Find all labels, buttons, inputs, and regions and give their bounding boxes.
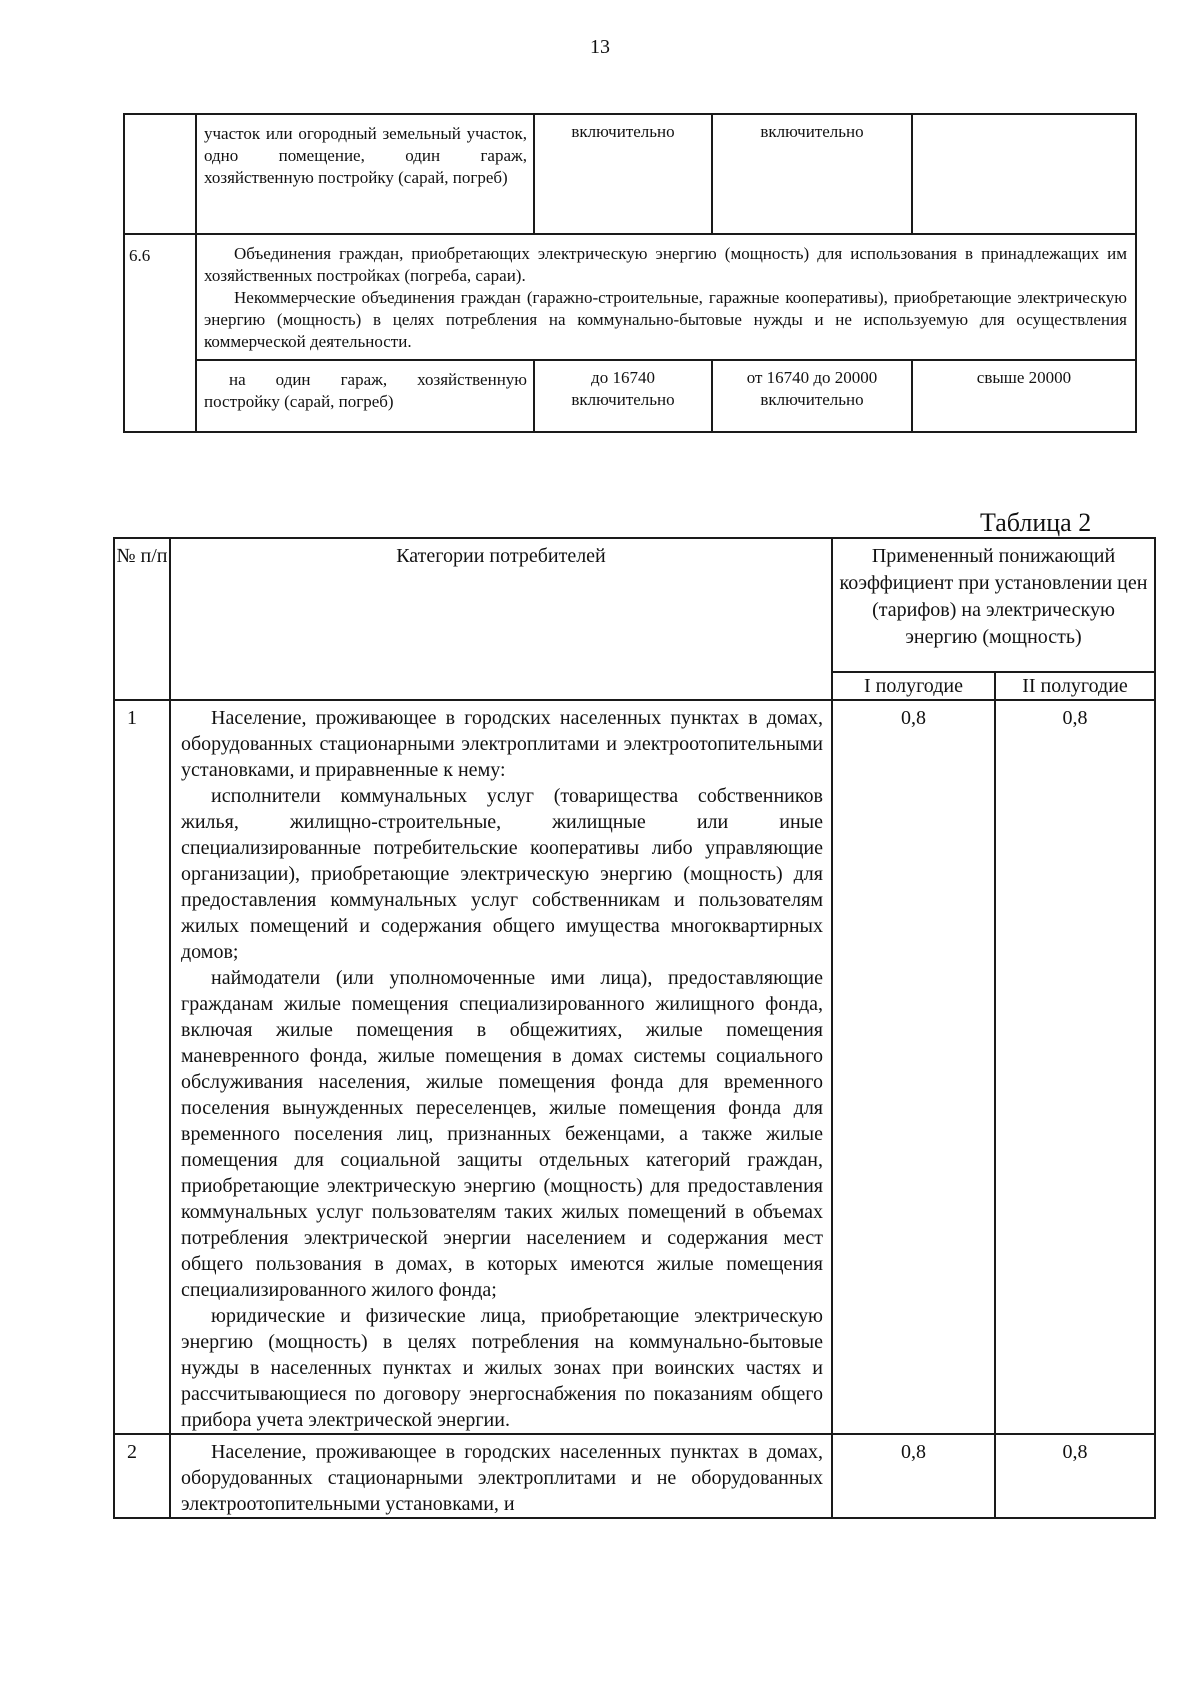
coefficient-table bbox=[113, 537, 1156, 1519]
category-text bbox=[170, 700, 832, 1434]
range-mid: от 16740 до 20000 включительно bbox=[712, 360, 912, 432]
category-text: на один гараж, хозяйственную постройку (сарай, погреб) bbox=[196, 360, 534, 432]
tariff-table-continuation bbox=[123, 113, 1137, 433]
group-description bbox=[196, 234, 1136, 360]
range-mid: включительно bbox=[712, 114, 912, 234]
table-row bbox=[114, 1434, 1155, 1518]
header-number: № п/п bbox=[114, 538, 170, 700]
range-high: свыше 20000 bbox=[912, 360, 1136, 432]
category-text bbox=[170, 1434, 832, 1518]
description-paragraph: Объединения граждан, приобретающих электрическую энергию (мощность) для использования в принадлежащих им хозяйственных постройках (погреба, сараи). bbox=[204, 244, 1127, 285]
header-half-2: II полугодие bbox=[995, 672, 1155, 700]
range-high bbox=[912, 114, 1136, 234]
row-number bbox=[124, 114, 196, 234]
category-paragraph: Население, проживающее в городских населенных пунктах в домах, оборудованных стационарными электроплитами и электроотопительными установками, и приравненные к нему: bbox=[181, 707, 823, 781]
table-row bbox=[114, 700, 1155, 1434]
description-paragraph: Некоммерческие объединения граждан (гаражно-строительные, гаражные кооперативы), приобретающие электрическую энергию (мощность) в целях потребления на коммунально-бытовые нужды и не используемую для осуществления коммерческой деятельности. bbox=[204, 288, 1127, 351]
coefficient-half-1: 0,8 bbox=[832, 1434, 995, 1518]
header-coefficient: Примененный понижающий коэффициент при установлении цен (тарифов) на электрическую энергию (мощность) bbox=[832, 538, 1155, 672]
coefficient-half-1: 0,8 bbox=[832, 700, 995, 1434]
row-number: 2 bbox=[114, 1434, 170, 1518]
range-low: до 16740 включительно bbox=[534, 360, 712, 432]
table-row bbox=[124, 114, 1136, 234]
category-paragraph: Население, проживающее в городских населенных пунктах в домах, оборудованных стационарными электроплитами и не оборудованных электроотопительными установками, и bbox=[181, 1441, 823, 1515]
page-number: 13 bbox=[590, 36, 610, 58]
coefficient-half-2: 0,8 bbox=[995, 1434, 1155, 1518]
row-number: 6.6 bbox=[124, 234, 196, 432]
table-row bbox=[124, 234, 1136, 360]
header-category: Категории потребителей bbox=[170, 538, 832, 700]
category-paragraph: наймодатели (или уполномоченные ими лица), предоставляющие гражданам жилые помещения специализированного жилищного фонда, включая жилые помещения в общежитиях, жилые помещения маневренного фонда, жилые помещения в домах системы социального обслуживания населения, жилые помещения фонда для временного поселения вынужденных переселенцев, жилые помещения фонда для временного поселения лиц, признанных беженцами, а также жилые помещения для социальной защиты отдельных категорий граждан, приобретающие электрическую энергию (мощность) для предоставления коммунальных услуг пользователям таких жилых помещений в объемах потребления электрической энергии населением и содержания мест общего пользования в домах, в которых имеются жилые помещения специализированного жилого фонда; bbox=[181, 967, 823, 1301]
range-low: включительно bbox=[534, 114, 712, 234]
category-paragraph: юридические и физические лица, приобретающие электрическую энергию (мощность) в целях потребления на коммунально-бытовые нужды в населенных пунктах и жилых зонах при воинских частях и рассчитывающиеся по договору энергоснабжения по показаниям общего прибора учета электрической энергии. bbox=[181, 1305, 823, 1431]
category-text: участок или огородный земельный участок, одно помещение, один гараж, хозяйственную постройку (сарай, погреб) bbox=[196, 114, 534, 234]
header-row bbox=[114, 538, 1155, 672]
row-number: 1 bbox=[114, 700, 170, 1434]
category-paragraph: исполнители коммунальных услуг (товарищества собственников жилья, жилищно-строительные, жилищные или иные специализированные потребительские кооперативы либо управляющие организации), приобретающие электрическую энергию (мощность) для предоставления коммунальных услуг собственникам и пользователям жилых помещений и содержания общего имущества многоквартирных домов; bbox=[181, 785, 823, 963]
table-row bbox=[124, 360, 1136, 432]
table-caption: Таблица 2 bbox=[980, 508, 1092, 537]
header-half-1: I полугодие bbox=[832, 672, 995, 700]
coefficient-half-2: 0,8 bbox=[995, 700, 1155, 1434]
